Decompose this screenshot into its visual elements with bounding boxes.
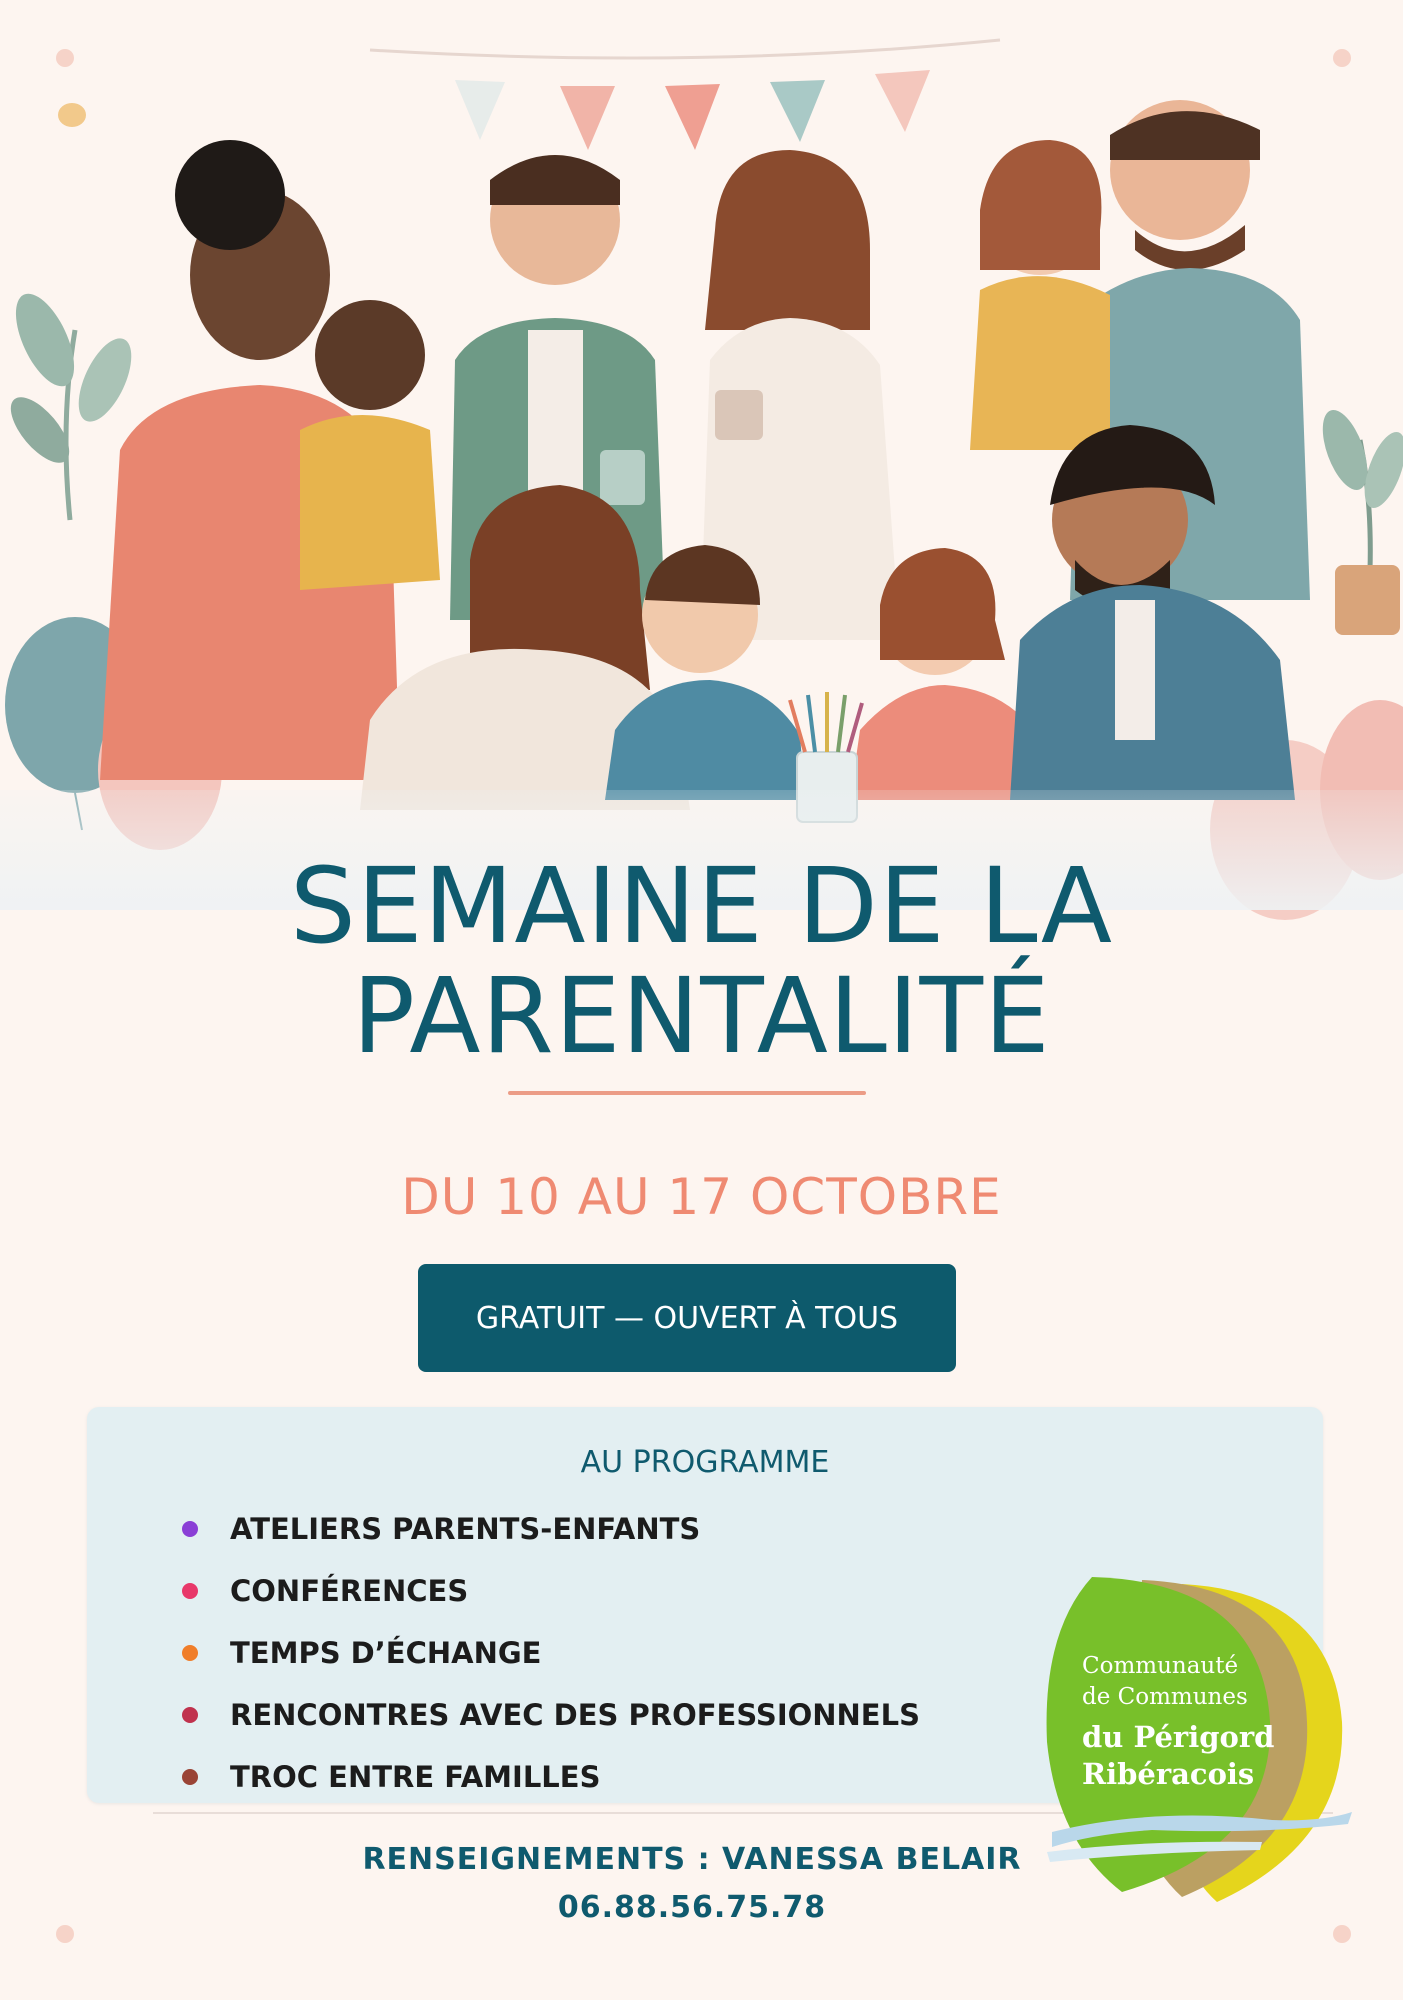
person-mother-holding-baby-icon — [100, 140, 440, 780]
logo-text-line-2: de Communes — [1082, 1684, 1248, 1710]
bunting-icon — [370, 40, 1000, 150]
event-dates: DU 10 AU 17 OCTOBRE — [401, 1168, 1002, 1226]
bullet-dot-icon — [182, 1707, 198, 1723]
logo-text-line-3: du Périgord — [1082, 1720, 1275, 1754]
badge-label: GRATUIT — OUVERT À TOUS — [475, 1300, 899, 1336]
title-line-1: SEMAINE DE LA — [289, 845, 1114, 967]
program-heading: AU PROGRAMME — [580, 1445, 830, 1480]
bullet-dot-icon — [182, 1645, 198, 1661]
program-item-label: TEMPS D’ÉCHANGE — [230, 1636, 542, 1670]
contact-line: RENSEIGNEMENTS : VANESSA BELAIR — [362, 1842, 1022, 1877]
bullet-dot-icon — [182, 1769, 198, 1785]
bullet-dot-icon — [182, 1521, 198, 1537]
program-item — [87, 1507, 1323, 1569]
decorative-dot-bottom-right — [1333, 1925, 1351, 1943]
program-item-label: CONFÉRENCES — [230, 1574, 469, 1608]
program-item-label: TROC ENTRE FAMILLES — [230, 1760, 601, 1794]
bullet-dot-icon — [182, 1583, 198, 1599]
free-open-to-all-badge — [418, 1264, 956, 1372]
logo-text-line-4: Ribéracois — [1082, 1757, 1255, 1791]
decorative-dot-bottom-left — [56, 1925, 74, 1943]
logo-text-line-1: Communauté — [1082, 1653, 1239, 1679]
program-item-label: ATELIERS PARENTS-ENFANTS — [230, 1512, 701, 1546]
title-line-2: PARENTALITÉ — [352, 955, 1051, 1077]
contact-phone: 06.88.56.75.78 — [557, 1890, 827, 1925]
program-item-label: RENCONTRES AVEC DES PROFESSIONNELS — [230, 1698, 920, 1732]
plant-right-icon — [1314, 404, 1403, 635]
confetti-icon — [58, 103, 86, 127]
title-divider — [508, 1091, 866, 1095]
